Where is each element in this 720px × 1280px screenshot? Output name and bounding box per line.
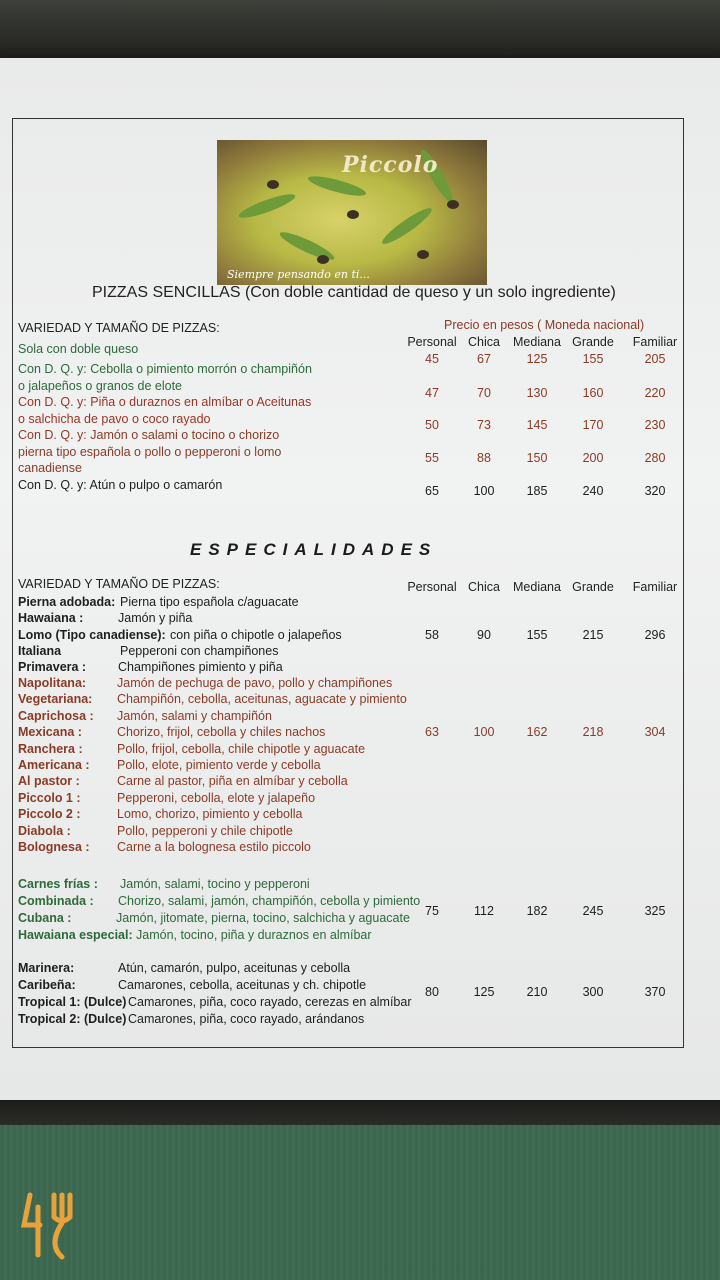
specialty-price: 75 — [425, 904, 439, 918]
simple-pizza-price: 230 — [644, 418, 666, 432]
size-header: Mediana — [513, 580, 561, 594]
specialty-description: Jamón, salami, tocino y pepperoni — [120, 877, 310, 891]
specialty-price: 210 — [526, 985, 548, 999]
simple-pizza-price: 205 — [644, 352, 666, 366]
specialty-name: Carnes frías : — [18, 877, 98, 891]
simple-pizza-price: 65 — [425, 484, 439, 498]
specialty-description: Pepperoni, cebolla, elote y jalapeño — [117, 790, 316, 805]
specialty-price: 182 — [526, 904, 548, 918]
simple-pizza-price: 320 — [644, 484, 666, 498]
specialty-description: Champiñones pimiento y piña — [118, 660, 283, 675]
specialty-name: Piccolo 2 : — [18, 807, 81, 822]
specialty-price: 58 — [425, 628, 439, 642]
simple-pizza-price: 170 — [582, 418, 604, 432]
specialty-description: Camarones, piña, coco rayado, arándanos — [128, 1012, 365, 1026]
simple-pizza-price: 145 — [526, 418, 548, 432]
simple-pizza-line: Con D. Q. y: Piña o duraznos en almíbar o Aceitunas — [18, 395, 312, 409]
simple-pizza-price: 155 — [582, 352, 604, 366]
specialty-description: Carne al pastor, piña en almíbar y cebolla — [117, 774, 348, 789]
specialty-name: Bolognesa : — [18, 840, 90, 854]
specialty-name: Hawaiana : — [18, 611, 84, 626]
specialty-name: Hawaiana especial: — [18, 928, 133, 942]
simple-pizza-price: 55 — [425, 451, 439, 465]
variety-label-specialties: VARIEDAD Y TAMAÑO DE PIZZAS: — [18, 577, 220, 591]
size-header: Chica — [468, 335, 500, 349]
brand-name: Piccolo — [342, 152, 439, 178]
specialty-description: Carne a la bolognesa estilo piccolo — [117, 840, 311, 854]
specialty-description: Jamón, salami y champiñón — [117, 708, 272, 723]
specialty-description: Lomo, chorizo, pimiento y cebolla — [117, 807, 303, 822]
simple-pizza-price: 73 — [477, 418, 491, 432]
specialty-price: 300 — [582, 985, 604, 999]
specialty-description: Camarones, piña, coco rayado, cerezas en almíbar — [128, 995, 412, 1009]
specialty-description: Chorizo, salami, jamón, champiñón, cebolla y pimiento — [118, 894, 421, 908]
specialty-price: 296 — [644, 628, 666, 642]
simple-pizza-price: 47 — [425, 386, 439, 400]
specialty-description: Champiñón, cebolla, aceitunas, aguacate y pimiento — [117, 692, 407, 707]
simple-pizza-line: o jalapeños o granos de elote — [18, 378, 183, 393]
menu-title: PIZZAS SENCILLAS (Con doble cantidad de queso y un solo ingrediente) — [92, 284, 616, 301]
size-header: Chica — [468, 580, 500, 594]
size-header: Personal — [407, 335, 457, 349]
size-header: Personal — [407, 580, 457, 594]
specialty-price: 304 — [644, 725, 666, 739]
simple-pizza-price: 200 — [582, 451, 604, 465]
table-surface — [0, 1125, 720, 1280]
specialty-name: Tropical 1: (Dulce) — [18, 995, 127, 1009]
specialty-price: 155 — [526, 628, 548, 642]
simple-pizza-price: 67 — [477, 352, 491, 366]
specialty-name: Napolitana: — [18, 676, 87, 690]
specialty-description: Pollo, elote, pimiento verde y cebolla — [117, 758, 321, 772]
fork-knife-logo-icon — [18, 1185, 88, 1265]
brand-slogan: Siempre pensando en ti... — [227, 268, 370, 281]
specialty-price: 162 — [526, 725, 548, 739]
specialty-name: Ranchera : — [18, 741, 83, 756]
specialty-name: Americana : — [18, 758, 90, 772]
specialty-name: Combinada : — [18, 894, 94, 908]
specialty-name: Al pastor : — [18, 774, 80, 789]
background-wall — [0, 0, 720, 60]
specialty-price: 80 — [425, 985, 439, 999]
simple-pizza-price: 125 — [526, 352, 548, 366]
simple-pizza-line: Con D. Q. y: Jamón o salami o tocino o chorizo — [18, 428, 280, 442]
specialty-price: 112 — [474, 904, 494, 918]
specialty-name: Italiana — [18, 643, 62, 658]
specialty-description: Atún, camarón, pulpo, aceitunas y cebolla — [118, 961, 351, 975]
specialties-title: ESPECIALIDADES — [190, 540, 438, 559]
simple-pizza-price: 88 — [477, 451, 491, 465]
simple-pizza-price: 100 — [473, 484, 495, 498]
specialty-name: Tropical 2: (Dulce) — [18, 1012, 127, 1026]
specialty-description: Camarones, cebolla, aceitunas y ch. chipotle — [118, 978, 367, 992]
simple-pizza-line: Con D. Q. y: Cebolla o pimiento morrón o champiñón — [18, 362, 312, 376]
specialty-price: 245 — [582, 904, 604, 918]
specialty-description: Jamón y piña — [118, 611, 193, 626]
specialty-price: 215 — [582, 628, 604, 642]
simple-pizza-price: 70 — [477, 386, 491, 400]
simple-pizza-price: 240 — [582, 484, 604, 498]
simple-pizza-price: 45 — [425, 352, 439, 366]
variety-label: VARIEDAD Y TAMAÑO DE PIZZAS: — [18, 321, 220, 335]
simple-pizza-line: Sola con doble queso — [18, 342, 139, 356]
specialty-name: Caribeña: — [18, 978, 76, 992]
specialty-name: Primavera : — [18, 660, 87, 675]
specialty-price: 218 — [582, 725, 604, 739]
simple-pizza-price: 280 — [644, 451, 666, 465]
specialty-price: 325 — [644, 904, 666, 918]
size-header: Grande — [572, 335, 614, 349]
simple-pizza-line: o salchicha de pavo o coco rayado — [18, 411, 211, 426]
specialty-name: Vegetariana: — [18, 692, 93, 707]
price-note: Precio en pesos ( Moneda nacional) — [444, 318, 645, 332]
size-header: Mediana — [513, 335, 561, 349]
simple-pizza-line: canadiense — [18, 461, 82, 475]
specialty-price: 370 — [644, 985, 666, 999]
simple-pizza-price: 130 — [526, 386, 548, 400]
specialty-description: Chorizo, frijol, cebolla y chiles nachos — [117, 725, 326, 740]
simple-pizza-price: 220 — [644, 386, 666, 400]
size-header: Grande — [572, 580, 614, 594]
pizza-photo — [217, 140, 487, 285]
specialty-description: Pepperoni con champiñones — [120, 643, 279, 658]
specialty-name: Marinera: — [18, 961, 75, 975]
specialty-price: 90 — [477, 628, 491, 642]
specialty-price: 100 — [473, 725, 495, 739]
simple-pizza-price: 50 — [425, 418, 439, 432]
simple-pizza-line: Con D. Q. y: Atún o pulpo o camarón — [18, 478, 223, 492]
specialty-name: Pierna adobada: — [18, 595, 116, 609]
specialty-price: 63 — [425, 725, 439, 739]
specialty-description: Pierna tipo española c/aguacate — [120, 595, 299, 609]
simple-pizza-price: 150 — [526, 451, 548, 465]
specialty-price: 125 — [473, 985, 495, 999]
specialty-description: Jamón, tocino, piña y duraznos en almíbar — [136, 928, 372, 942]
specialty-name: Caprichosa : — [18, 708, 94, 723]
simple-pizza-line: pierna tipo española o pollo o pepperoni o lomo — [18, 444, 282, 459]
specialty-description: Pollo, pepperoni y chile chipotle — [117, 823, 293, 838]
specialty-name: Cubana : — [18, 911, 72, 925]
specialty-name: Piccolo 1 : — [18, 790, 81, 805]
simple-pizza-price: 185 — [526, 484, 548, 498]
specialty-description: Pollo, frijol, cebolla, chile chipotle y aguacate — [117, 741, 366, 756]
simple-pizza-price: 160 — [582, 386, 604, 400]
specialty-name: Diabola : — [18, 823, 71, 838]
size-header: Familiar — [632, 580, 678, 594]
specialty-description: con piña o chipotle o jalapeños — [170, 627, 342, 642]
specialty-description: Jamón de pechuga de pavo, pollo y champiñones — [117, 676, 393, 690]
specialty-name: Lomo (Tipo canadiense): — [18, 627, 166, 642]
specialty-name: Mexicana : — [18, 725, 82, 740]
size-header: Familiar — [632, 335, 678, 349]
specialty-description: Jamón, jitomate, pierna, tocino, salchicha y aguacate — [116, 911, 410, 925]
